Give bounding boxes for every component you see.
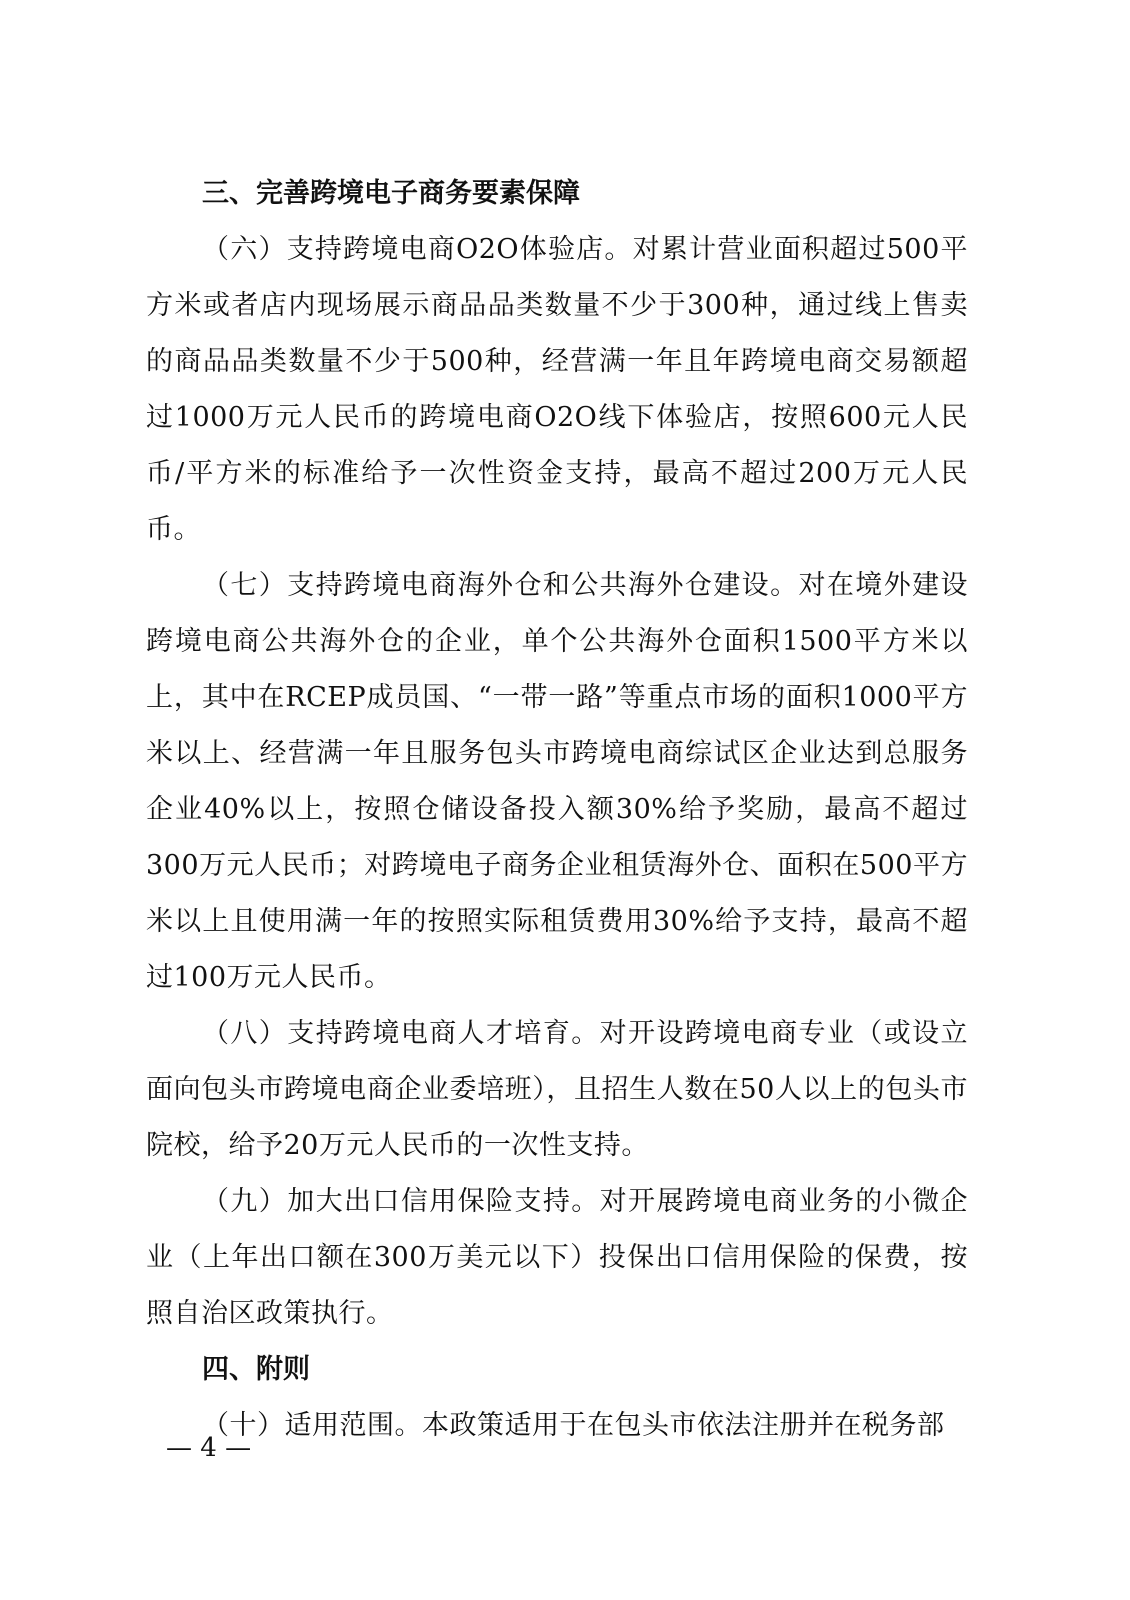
document-body [146, 166, 968, 1454]
paragraph-7: （七）支持跨境电商海外仓和公共海外仓建设。对在境外建设跨境电商公共海外仓的企业，单个公共海外仓面积1500平方米以上，其中在RCEP成员国、“一带一路”等重点市场的面积1000平方米以上、经营满一年且服务包头市跨境电商综试区企业达到总服务企业40%以上，按照仓储设备投入额30%给予奖励，最高不超过300万元人民币；对跨境电子商务企业租赁海外仓、面积在500平方米以上且使用满一年的按照实际租赁费用30%给予支持，最高不超过100万元人民币。 [146, 570, 968, 993]
paragraph-10: （十）适用范围。本政策适用于在包头市依法注册并在税务部 [202, 1410, 945, 1441]
section-heading-3: 三、完善跨境电子商务要素保障 [202, 178, 580, 209]
paragraph-6: （六）支持跨境电商O2O体验店。对累计营业面积超过500平方米或者店内现场展示商品品类数量不少于300种，通过线上售卖的商品品类数量不少于500种，经营满一年且年跨境电商交易额超过1000万元人民币的跨境电商O2O线下体验店，按照600元人民币/平方米的标准给予一次性资金支持，最高不超过200万元人民币。 [146, 234, 968, 545]
paragraph-8: （八）支持跨境电商人才培育。对开设跨境电商专业（或设立面向包头市跨境电商企业委培班），且招生人数在50人以上的包头市院校，给予20万元人民币的一次性支持。 [146, 1018, 968, 1161]
page-number: — 4 — [166, 1433, 252, 1463]
paragraph-9: （九）加大出口信用保险支持。对开展跨境电商业务的小微企业（上年出口额在300万美元以下）投保出口信用保险的保费，按照自治区政策执行。 [146, 1186, 968, 1329]
section-heading-4: 四、附则 [202, 1354, 310, 1385]
